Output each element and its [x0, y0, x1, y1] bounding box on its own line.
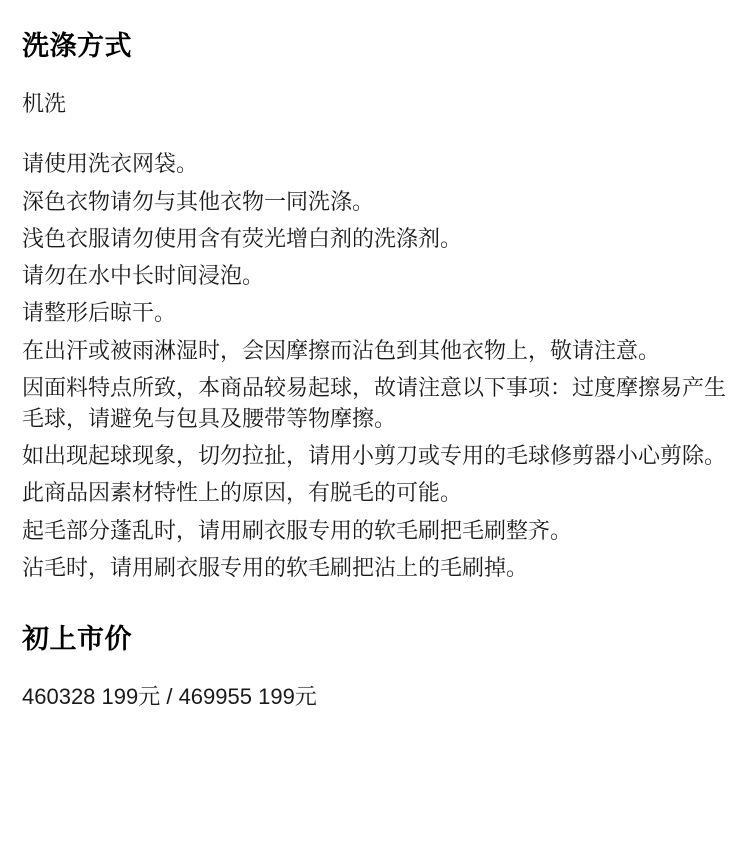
list-item: 浅色衣服请勿使用含有荧光增白剂的洗涤剂。 [22, 225, 463, 251]
wash-method-label: 机洗 [22, 90, 67, 116]
list-item: 因面料特点所致，本商品较易起球，故请注意以下事项：过度摩擦易产生毛球，请避免与包具及腰带等物摩擦。 [22, 374, 727, 431]
list-item: 请勿在水中长时间浸泡。 [22, 263, 265, 289]
care-section-heading: 洗涤方式 [22, 31, 132, 61]
list-item: 请使用洗衣网袋。 [22, 151, 199, 177]
list-item: 深色衣物请勿与其他衣物一同洗涤。 [22, 188, 375, 214]
care-instruction-list [22, 148, 728, 583]
list-item: 请整形后晾干。 [22, 300, 177, 326]
list-item: 在出汗或被雨淋湿时，会因摩擦而沾色到其他衣物上，敬请注意。 [22, 337, 661, 363]
price-value: 460328 199元 / 469955 199元 [22, 684, 317, 710]
list-item: 此商品因素材特性上的原因，有脱毛的可能。 [22, 480, 463, 506]
list-item: 如出现起球现象，切勿拉扯，请用小剪刀或专用的毛球修剪器小心剪除。 [22, 443, 727, 469]
list-item: 沾毛时，请用刷衣服专用的软毛刷把沾上的毛刷掉。 [22, 554, 529, 580]
price-section-heading: 初上市价 [22, 624, 132, 655]
list-item: 起毛部分蓬乱时，请用刷衣服专用的软毛刷把毛刷整齐。 [22, 517, 573, 543]
